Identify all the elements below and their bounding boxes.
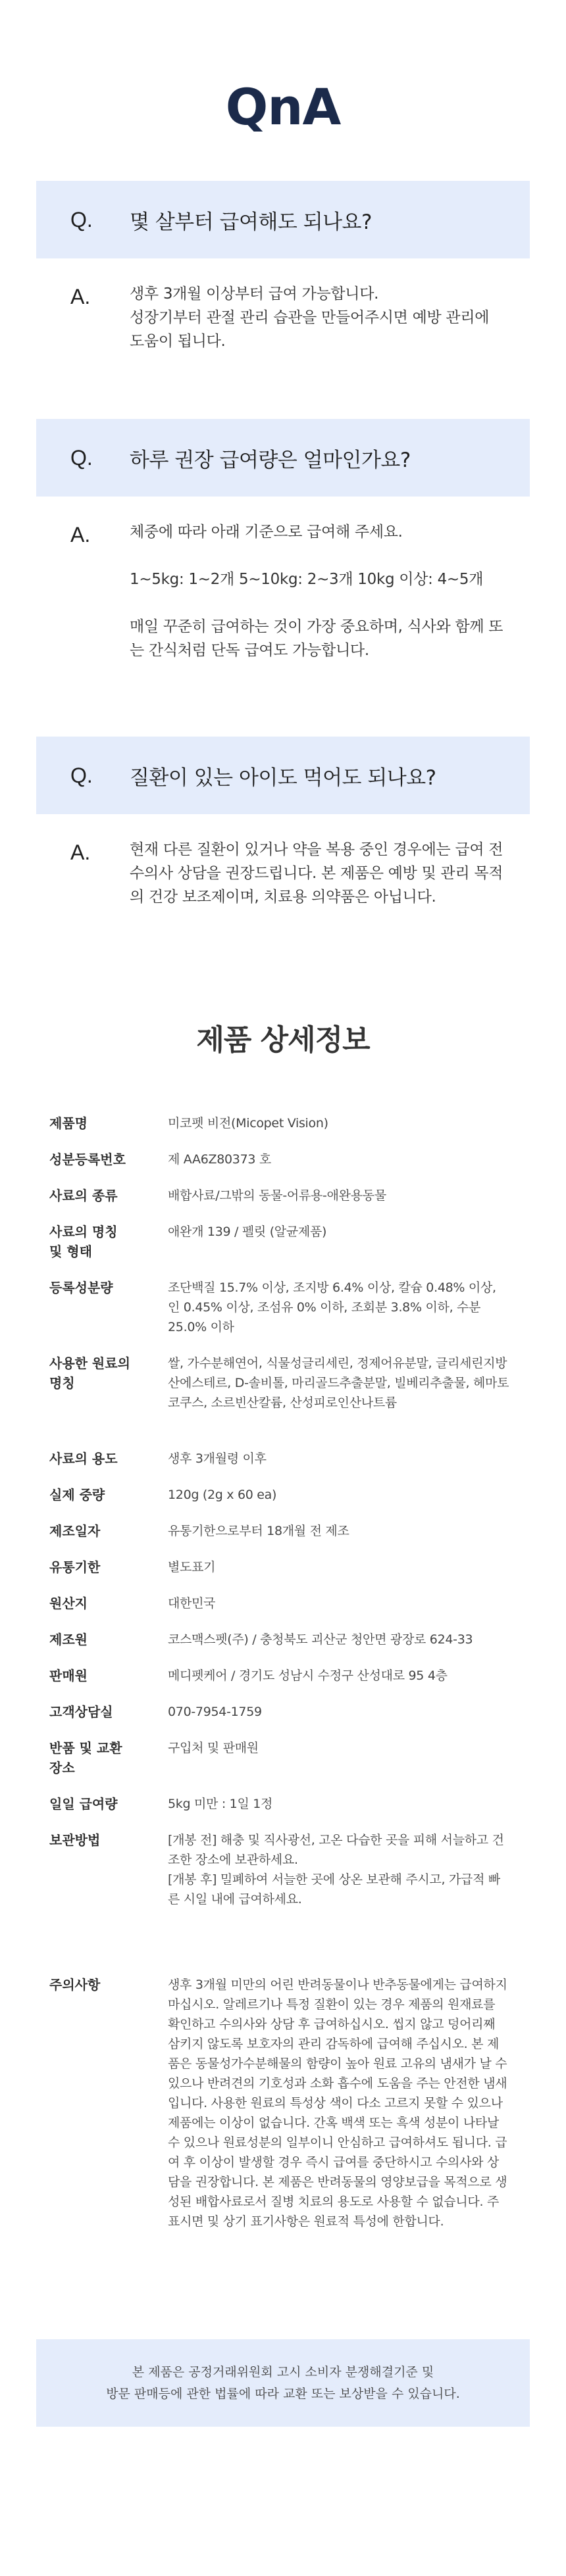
spec-value: 조단백질 15.7% 이상, 조지방 6.4% 이상, 칼슘 0.48% 이상, 인 0.45% 이상, 조섬유 0% 이하, 조회분 3.8% 이하, 수분 25.0% 이하 (168, 1280, 496, 1334)
customer-service-phone: 070-7954-1759 (168, 1705, 262, 1719)
answer-text (130, 838, 505, 909)
spec-value: 배합사료/그밖의 동물-어류용-애완용동물 (168, 1188, 386, 1203)
answer (36, 497, 530, 662)
spec-row (49, 1666, 523, 1686)
question-bar (36, 737, 530, 814)
spec-row (49, 1485, 523, 1505)
spec-label: 주의사항 (49, 1977, 101, 1993)
spec-row (49, 1630, 523, 1649)
answer (36, 258, 530, 353)
spec-value: 대한민국 (168, 1596, 216, 1611)
spec-row (49, 1830, 523, 1909)
spec-label: 제조일자 (49, 1523, 101, 1539)
spec-row (49, 1222, 523, 1261)
spec-value: 별도표기 (168, 1560, 216, 1574)
spec-row (49, 1150, 523, 1169)
question-label: Q. (70, 207, 93, 231)
spec-label: 사료의 용도 (49, 1451, 118, 1467)
answer (36, 814, 530, 909)
spec-label: 사료의 명칭 및 형태 (49, 1224, 118, 1259)
spec-value: 미코펫 비전(Micopet Vision) (168, 1116, 328, 1130)
spec-value: 5kg 미만 : 1일 1정 (168, 1797, 273, 1811)
question-label: Q. (70, 763, 93, 787)
answer-paragraph: 매일 꾸준히 급여하는 것이 가장 중요하며, 식사와 함께 또는 간식처럼 단독 급여도 가능합니다. (130, 618, 503, 659)
spec-label: 사용한 원료의 명칭 (49, 1355, 130, 1391)
spec-value: 쌀, 가수분해연어, 식물성글리세린, 정제어유분말, 글리세린지방산에스테르, D-솔비톨, 마리골드추출분말, 빌베리추출물, 헤마토코쿠스, 소르빈산칼륨, 산성피로인산나트륨 (168, 1356, 509, 1410)
spec-label: 등록성분량 (49, 1280, 113, 1296)
question-bar (36, 419, 530, 497)
spec-row (49, 1186, 523, 1205)
product-details-title: 제품 상세정보 (196, 1023, 370, 1057)
spec-value: 구입처 및 판매원 (168, 1741, 259, 1755)
spec-row (49, 1353, 523, 1413)
spec-value: 유통기한으로부터 18개월 전 제조 (168, 1524, 349, 1538)
qna-title: QnA (225, 78, 341, 136)
spec-label: 사료의 종류 (49, 1188, 118, 1203)
answer-label: A. (70, 523, 91, 547)
spec-value: 코스맥스펫(주) / 충청북도 괴산군 청안면 광장로 624-33 (168, 1632, 473, 1647)
notice-line: 방문 판매등에 관한 법률에 따라 교환 또는 보상받을 수 있습니다. (106, 2386, 460, 2401)
spec-label: 유통기한 (49, 1559, 101, 1575)
spec-table (49, 1113, 523, 2231)
exchange-refund-notice (36, 2339, 530, 2427)
spec-value: 120g (2g x 60 ea) (168, 1488, 277, 1502)
spec-label: 제조원 (49, 1632, 88, 1647)
spec-label: 반품 및 교환 장소 (49, 1740, 122, 1776)
answer-text (130, 282, 505, 353)
spec-label: 고객상담실 (49, 1704, 113, 1720)
spec-label: 원산지 (49, 1595, 88, 1611)
question-bar (36, 181, 530, 258)
spec-row (49, 1738, 523, 1778)
answer-label: A. (70, 840, 91, 864)
answer-paragraph: 1~5kg: 1~2개 5~10kg: 2~3개 10kg 이상: 4~5개 (130, 571, 484, 588)
spec-label: 보관방법 (49, 1832, 101, 1848)
product-details (0, 1016, 566, 2339)
qna-item (36, 181, 530, 419)
spec-value: 생후 3개월 미만의 어린 반려동물이나 반추동물에게는 급여하지 마십시오. 알레르기나 특정 질환이 있는 경우 제품의 원재료를 확인하고 수의사와 상담 후 급여하십시오. 씹지 않고 덩어리째 삼키지 않도록 보호자의 관리 감독하에 급여해 주십시오. 본 제품은 동물성가수분해물의 함량이 높아 원료 고유의 냄새가 날 수 있으나 반려견의 기호성과 소화 흡수에 도움을 주는 안전한 냄새입니다. 사용한 원료의 특성상 색이 다소 고르지 못할 수 있으나 제품에는 이상이 없습니다. 간혹 백색 또는 흑색 성분이 나타날 수 있으나 원료성분의 일부이니 안심하고 급여하셔도 됩니다. 급여 후 이상이 발생할 경우 즉시 급여를 중단하시고 수의사와 상담을 권장합니다. 본 제품은 반려동물의 영양보급을 목적으로 생성된 배합사료로서 질병 치료의 용도로 사용할 수 없습니다. 주표시면 및 상기 표기사항은 원료적 특성에 한합니다. (168, 1978, 507, 2229)
spec-row (49, 1278, 523, 1337)
qna-item (36, 419, 530, 737)
answer-paragraph: 현재 다른 질환이 있거나 약을 복용 중인 경우에는 급여 전 수의사 상담을 권장드립니다. 본 제품은 예방 및 관리 목적의 건강 보조제이며, 치료용 의약품은 아닙니다. (130, 841, 503, 906)
qna-item (36, 737, 530, 1016)
spec-row (49, 1113, 523, 1133)
question-label: Q. (70, 445, 93, 470)
answer-paragraph: 생후 3개월 이상부터 급여 가능합니다. 성장기부터 관절 관리 습관을 만들어주시면 예방 관리에 도움이 됩니다. (130, 285, 490, 350)
spec-row (49, 1702, 523, 1722)
spec-label: 일일 급여량 (49, 1796, 118, 1812)
spec-row (49, 1521, 523, 1541)
spec-value: 제 AA6Z80373 호 (168, 1152, 271, 1167)
spec-label: 성분등록번호 (49, 1152, 126, 1167)
answer-label: A. (70, 285, 91, 308)
spec-value: 생후 3개월령 이후 (168, 1451, 267, 1466)
spec-row (49, 1975, 523, 2231)
spec-row (49, 1557, 523, 1577)
spec-row (49, 1449, 523, 1469)
spec-row (49, 1794, 523, 1814)
spec-label: 실제 중량 (49, 1487, 105, 1503)
question-text: 하루 권장 급여량은 얼마인가요? (130, 448, 411, 472)
answer-text (130, 520, 505, 662)
spec-label: 판매원 (49, 1668, 88, 1684)
answer-paragraph: 체중에 따라 아래 기준으로 급여해 주세요. (130, 523, 403, 541)
spec-value: [개봉 전] 해충 및 직사광선, 고온 다습한 곳을 피해 서늘하고 건조한 장소에 보관하세요. [개봉 후] 밀폐하여 서늘한 곳에 상온 보관해 주시고, 가급적 빠른 시일 내에 급여하세요. (168, 1833, 504, 1907)
spec-row (49, 1593, 523, 1613)
spec-value: 메디펫케어 / 경기도 성남시 수정구 산성대로 95 4층 (168, 1668, 448, 1683)
spec-value: 애완개 139 / 펠릿 (알균제품) (168, 1225, 327, 1239)
question-text: 질환이 있는 아이도 먹어도 되나요? (130, 766, 436, 790)
notice-line: 본 제품은 공정거래위원회 고시 소비자 분쟁해결기준 및 (132, 2364, 434, 2379)
spec-label: 제품명 (49, 1115, 88, 1131)
question-text: 몇 살부터 급여해도 되나요? (130, 210, 372, 234)
